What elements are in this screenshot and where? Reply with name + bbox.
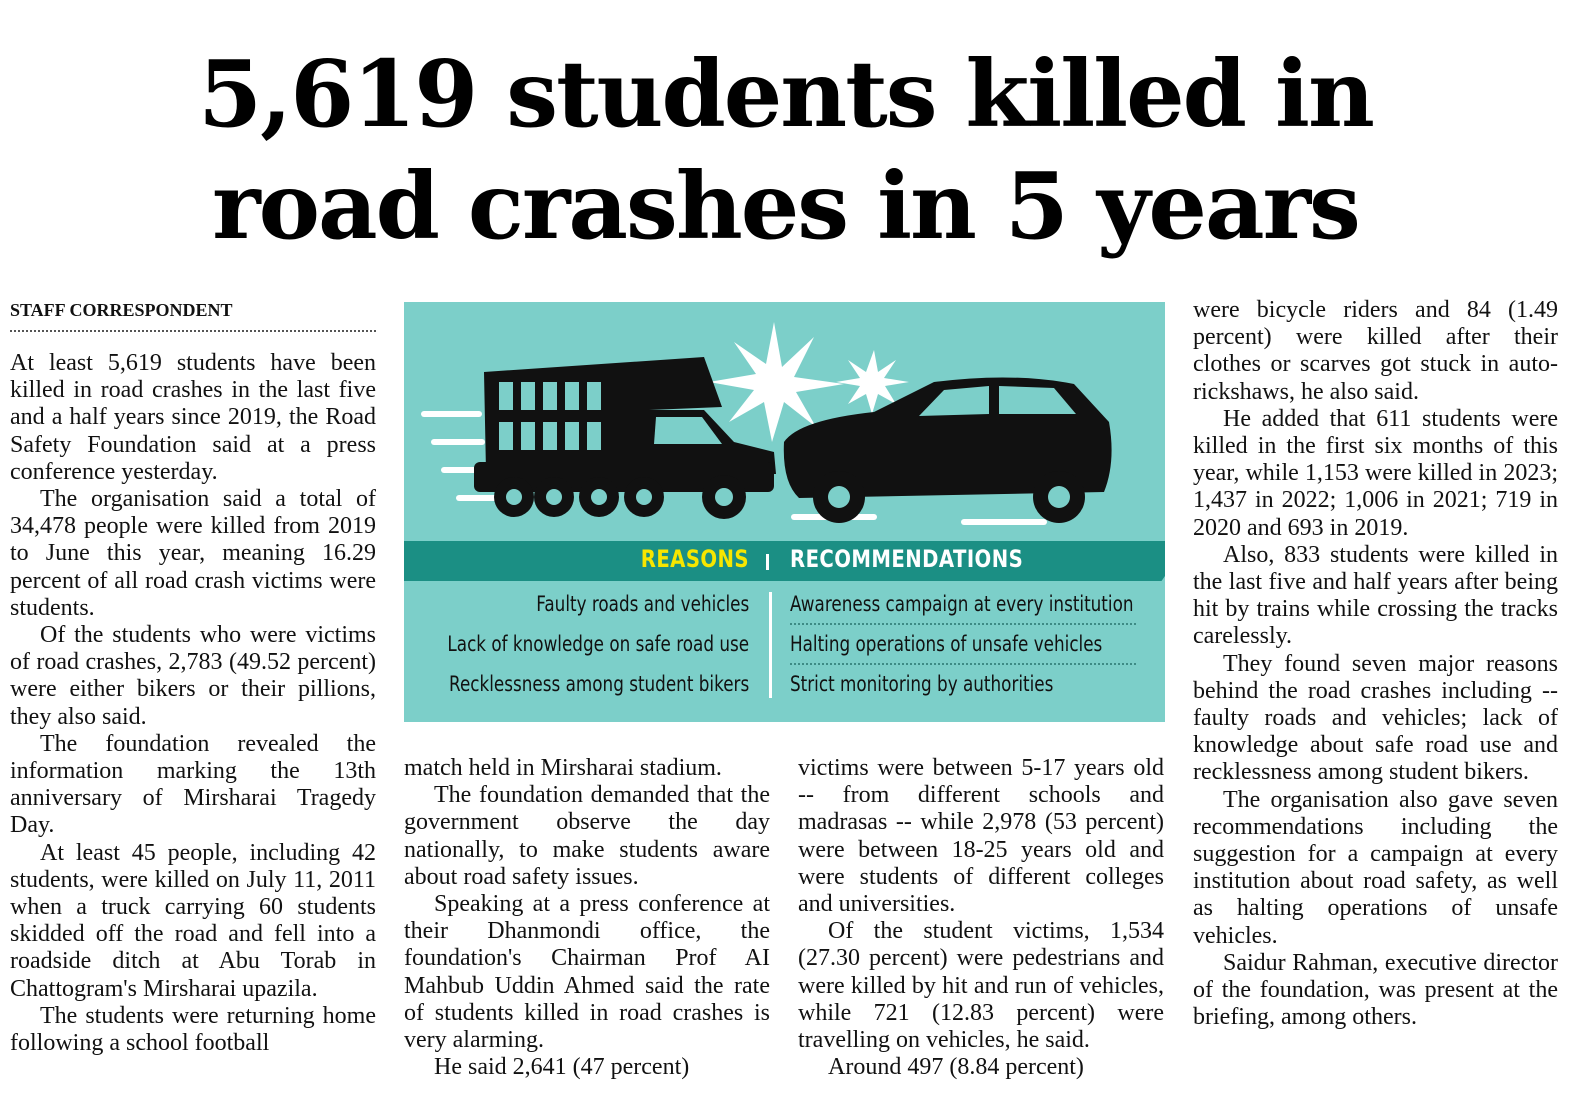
- article-column-1: [10, 350, 376, 1057]
- paragraph: The foundation revealed the information marking the 13th anniversary of Mirsharai Tragedy Day.: [10, 730, 376, 839]
- dotted-divider: [790, 623, 1136, 625]
- infographic: [404, 302, 1165, 722]
- car-icon: [784, 377, 1112, 523]
- paragraph: They found seven major reasons behind the road crashes including -- faulty roads and vehicles; lack of knowledge about safe road use and recklessness among student bikers.: [1193, 650, 1558, 786]
- paragraph: He added that 611 students were killed in the first six months of this year, while 1,153 were killed in 2023; 1,437 in 2022; 1,006 in 2021; 719 in 2020 and 693 in 2019.: [1193, 405, 1558, 541]
- paragraph: victims were between 5-17 years old -- from different schools and madrasas -- while 2,978 (53 percent) were between 18-25 years old and were students of different colleges and universities.: [798, 755, 1164, 918]
- list-row: [404, 627, 1165, 667]
- paragraph: At least 45 people, including 42 students, were killed on July 11, 2011 when a truck carrying 60 students skidded off the road and fell into a roadside ditch at Abu Torab in Chattogram's Mirsharai upazila.: [10, 839, 376, 1002]
- paragraph: Of the students who were victims of road crashes, 2,783 (49.52 percent) were either bikers or their pillions, they also said.: [10, 622, 376, 730]
- paragraph: He said 2,641 (47 percent): [434, 1054, 690, 1081]
- paragraph: Speaking at a press conference at their Dhanmondi office, the foundation's Chairman Prof AI Mahbub Uddin Ahmed said the rate of students killed in road crashes is very alarming.: [404, 891, 770, 1054]
- reason-item: Lack of knowledge on safe road use: [447, 632, 749, 656]
- paragraph: Also, 833 students were killed in the last five and half years after being hit by trains while crossing the tracks carelessly.: [1193, 541, 1558, 650]
- recommendations-heading: RECOMMENDATIONS: [790, 545, 1024, 573]
- dotted-divider: [790, 663, 1136, 665]
- crash-illustration: [404, 302, 1165, 542]
- title-band-labels: [404, 541, 1165, 581]
- article-column-3: [798, 755, 1164, 1081]
- paragraph: Of the student victims, 1,534 (27.30 percent) were pedestrians and were killed by hit and run of vehicles, while 721 (12.83 percent) were travelling on vehicles, he said.: [798, 918, 1164, 1054]
- headline-line-2: road crashes in 5 years: [212, 152, 1359, 260]
- paragraph: The organisation said a total of 34,478 people were killed from 2019 to June this year, meaning 16.29 percent of all road crash victims were students.: [10, 486, 376, 621]
- recommendation-item: Strict monitoring by authorities: [790, 672, 1054, 696]
- heading-separator: [766, 554, 769, 570]
- headline-line-1: 5,619 students killed in: [198, 40, 1373, 148]
- article-column-4: [1193, 297, 1558, 1031]
- list-row: [404, 587, 1165, 627]
- paragraph: match held in Mirsharai stadium.: [404, 755, 722, 781]
- article-column-2: [404, 755, 770, 1081]
- paragraph: At least 5,619 students have been killed in road crashes in the last five and a half years since 2019, the Road Safety Foundation said at a press conference yesterday.: [10, 350, 376, 485]
- paragraph: were bicycle riders and 84 (1.49 percent) were killed after their clothes or scarves got stuck in auto-rickshaws, he also said.: [1193, 297, 1558, 405]
- list-row: [404, 667, 1165, 707]
- paragraph: Saidur Rahman, executive director of the foundation, was present at the briefing, among others.: [1193, 949, 1558, 1031]
- paragraph: The students were returning home following a school football: [10, 1002, 376, 1057]
- paragraph: Around 497 (8.84 percent): [828, 1054, 1084, 1081]
- recommendation-item: Awareness campaign at every institution: [790, 592, 1134, 616]
- headline: [0, 38, 1571, 262]
- paragraph: The organisation also gave seven recommendations including the suggestion for a campaign at every institution about road safety, as well as halting operations of unsafe vehicles.: [1193, 786, 1558, 949]
- reason-item: Recklessness among student bikers: [448, 672, 749, 696]
- byline: STAFF CORRESPONDENT: [10, 298, 376, 332]
- recommendation-item: Halting operations of unsafe vehicles: [790, 632, 1103, 656]
- reasons-heading: REASONS: [640, 545, 749, 573]
- paragraph: The foundation demanded that the government observe the day nationally, to make students aware about road safety issues.: [404, 782, 770, 890]
- reason-item: Faulty roads and vehicles: [535, 592, 749, 616]
